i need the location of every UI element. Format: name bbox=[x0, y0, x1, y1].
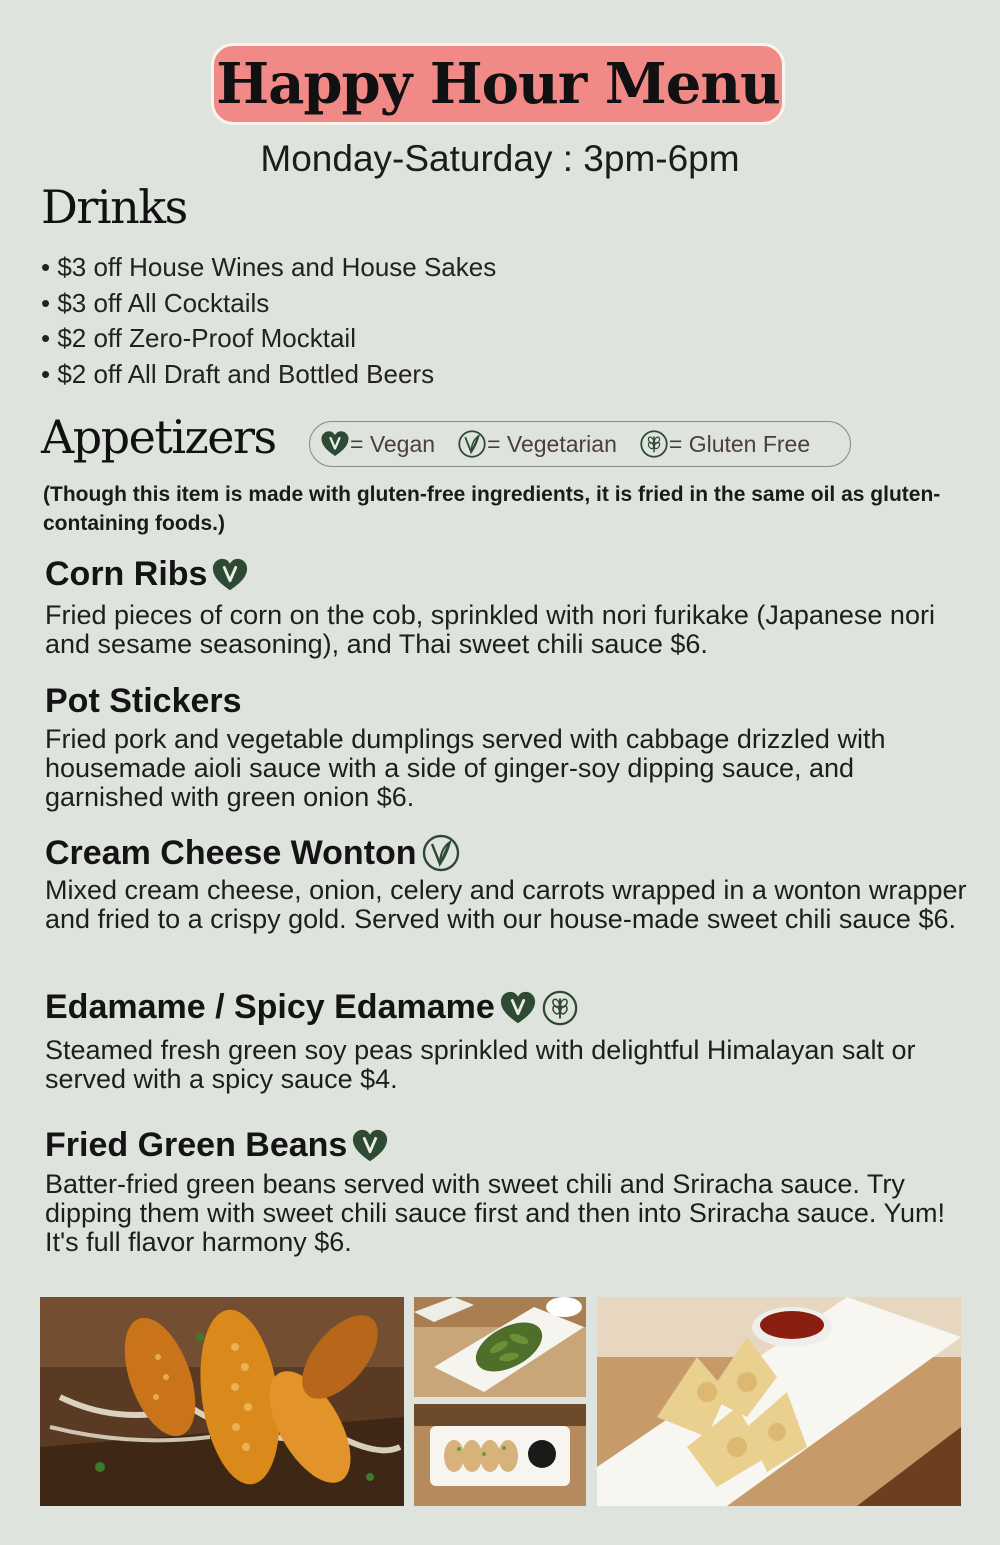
menu-item-title bbox=[45, 555, 249, 594]
gluten-free-icon bbox=[639, 429, 669, 459]
menu-item-title bbox=[45, 833, 461, 873]
menu-item-title bbox=[45, 988, 579, 1027]
menu-item-title bbox=[45, 1126, 389, 1165]
drinks-heading: Drinks bbox=[41, 180, 187, 234]
list-item: • $3 off House Wines and House Sakes bbox=[41, 250, 496, 286]
legend-vegan-label: = Vegan bbox=[350, 430, 436, 457]
item-description: Fried pork and vegetable dumplings served with cabbage drizzled with housemade aioli sauce with a side of ginger-soy dipping sauce, and garnished with green onion $6. bbox=[45, 724, 886, 812]
vegan-icon bbox=[351, 1127, 389, 1165]
vegan-icon bbox=[499, 989, 537, 1027]
page-title: Happy Hour Menu bbox=[216, 51, 780, 117]
legend-vegetarian-label: = Vegetarian bbox=[487, 430, 617, 457]
list-item: • $3 off All Cocktails bbox=[41, 286, 496, 322]
gluten-free-icon bbox=[541, 989, 579, 1027]
list-item: • $2 off Zero-Proof Mocktail bbox=[41, 321, 496, 357]
item-name: Cream Cheese Wonton bbox=[45, 833, 417, 872]
item-description: Fried pieces of corn on the cob, sprinkled with nori furikake (Japanese nori and sesame seasoning), and Thai sweet chili sauce $6. bbox=[45, 600, 935, 659]
item-description: Mixed cream cheese, onion, celery and carrots wrapped in a wonton wrapper and fried to a crispy gold. Served with our house-made sweet chili sauce $6. bbox=[45, 875, 967, 934]
pot-stickers-photo bbox=[414, 1404, 586, 1506]
hours-text: Monday-Saturday : 3pm-6pm bbox=[260, 138, 740, 179]
menu-item-title bbox=[45, 682, 242, 721]
title-banner bbox=[211, 43, 785, 125]
item-description: Steamed fresh green soy peas sprinkled with delightful Himalayan salt or served with a spicy sauce $4. bbox=[45, 1035, 916, 1094]
legend-gluten-free-label: = Gluten Free bbox=[668, 430, 811, 457]
fryer-note: (Though this item is made with gluten-free ingredients, it is fried in the same oil as gluten-containing foods.) bbox=[43, 483, 941, 535]
vegetarian-icon bbox=[421, 833, 461, 873]
list-item: • $2 off All Draft and Bottled Beers bbox=[41, 357, 496, 393]
dietary-legend bbox=[309, 421, 851, 467]
vegan-icon bbox=[320, 429, 350, 459]
item-name: Pot Stickers bbox=[45, 682, 242, 720]
item-description: Batter-fried green beans served with sweet chili and Sriracha sauce. Try dipping them with sweet chili sauce first and then into Sriracha sauce. Yum! It's full flavor harmony $6. bbox=[45, 1169, 945, 1257]
item-name: Corn Ribs bbox=[45, 555, 208, 593]
corn-ribs-photo bbox=[40, 1297, 404, 1506]
item-name: Fried Green Beans bbox=[45, 1126, 348, 1164]
appetizers-heading: Appetizers bbox=[41, 410, 276, 464]
vegan-icon bbox=[211, 556, 249, 594]
item-name: Edamame / Spicy Edamame bbox=[45, 988, 495, 1026]
drinks-list bbox=[41, 250, 496, 392]
edamame-photo bbox=[414, 1297, 586, 1397]
vegetarian-icon bbox=[457, 429, 487, 459]
wonton-photo bbox=[597, 1297, 961, 1506]
